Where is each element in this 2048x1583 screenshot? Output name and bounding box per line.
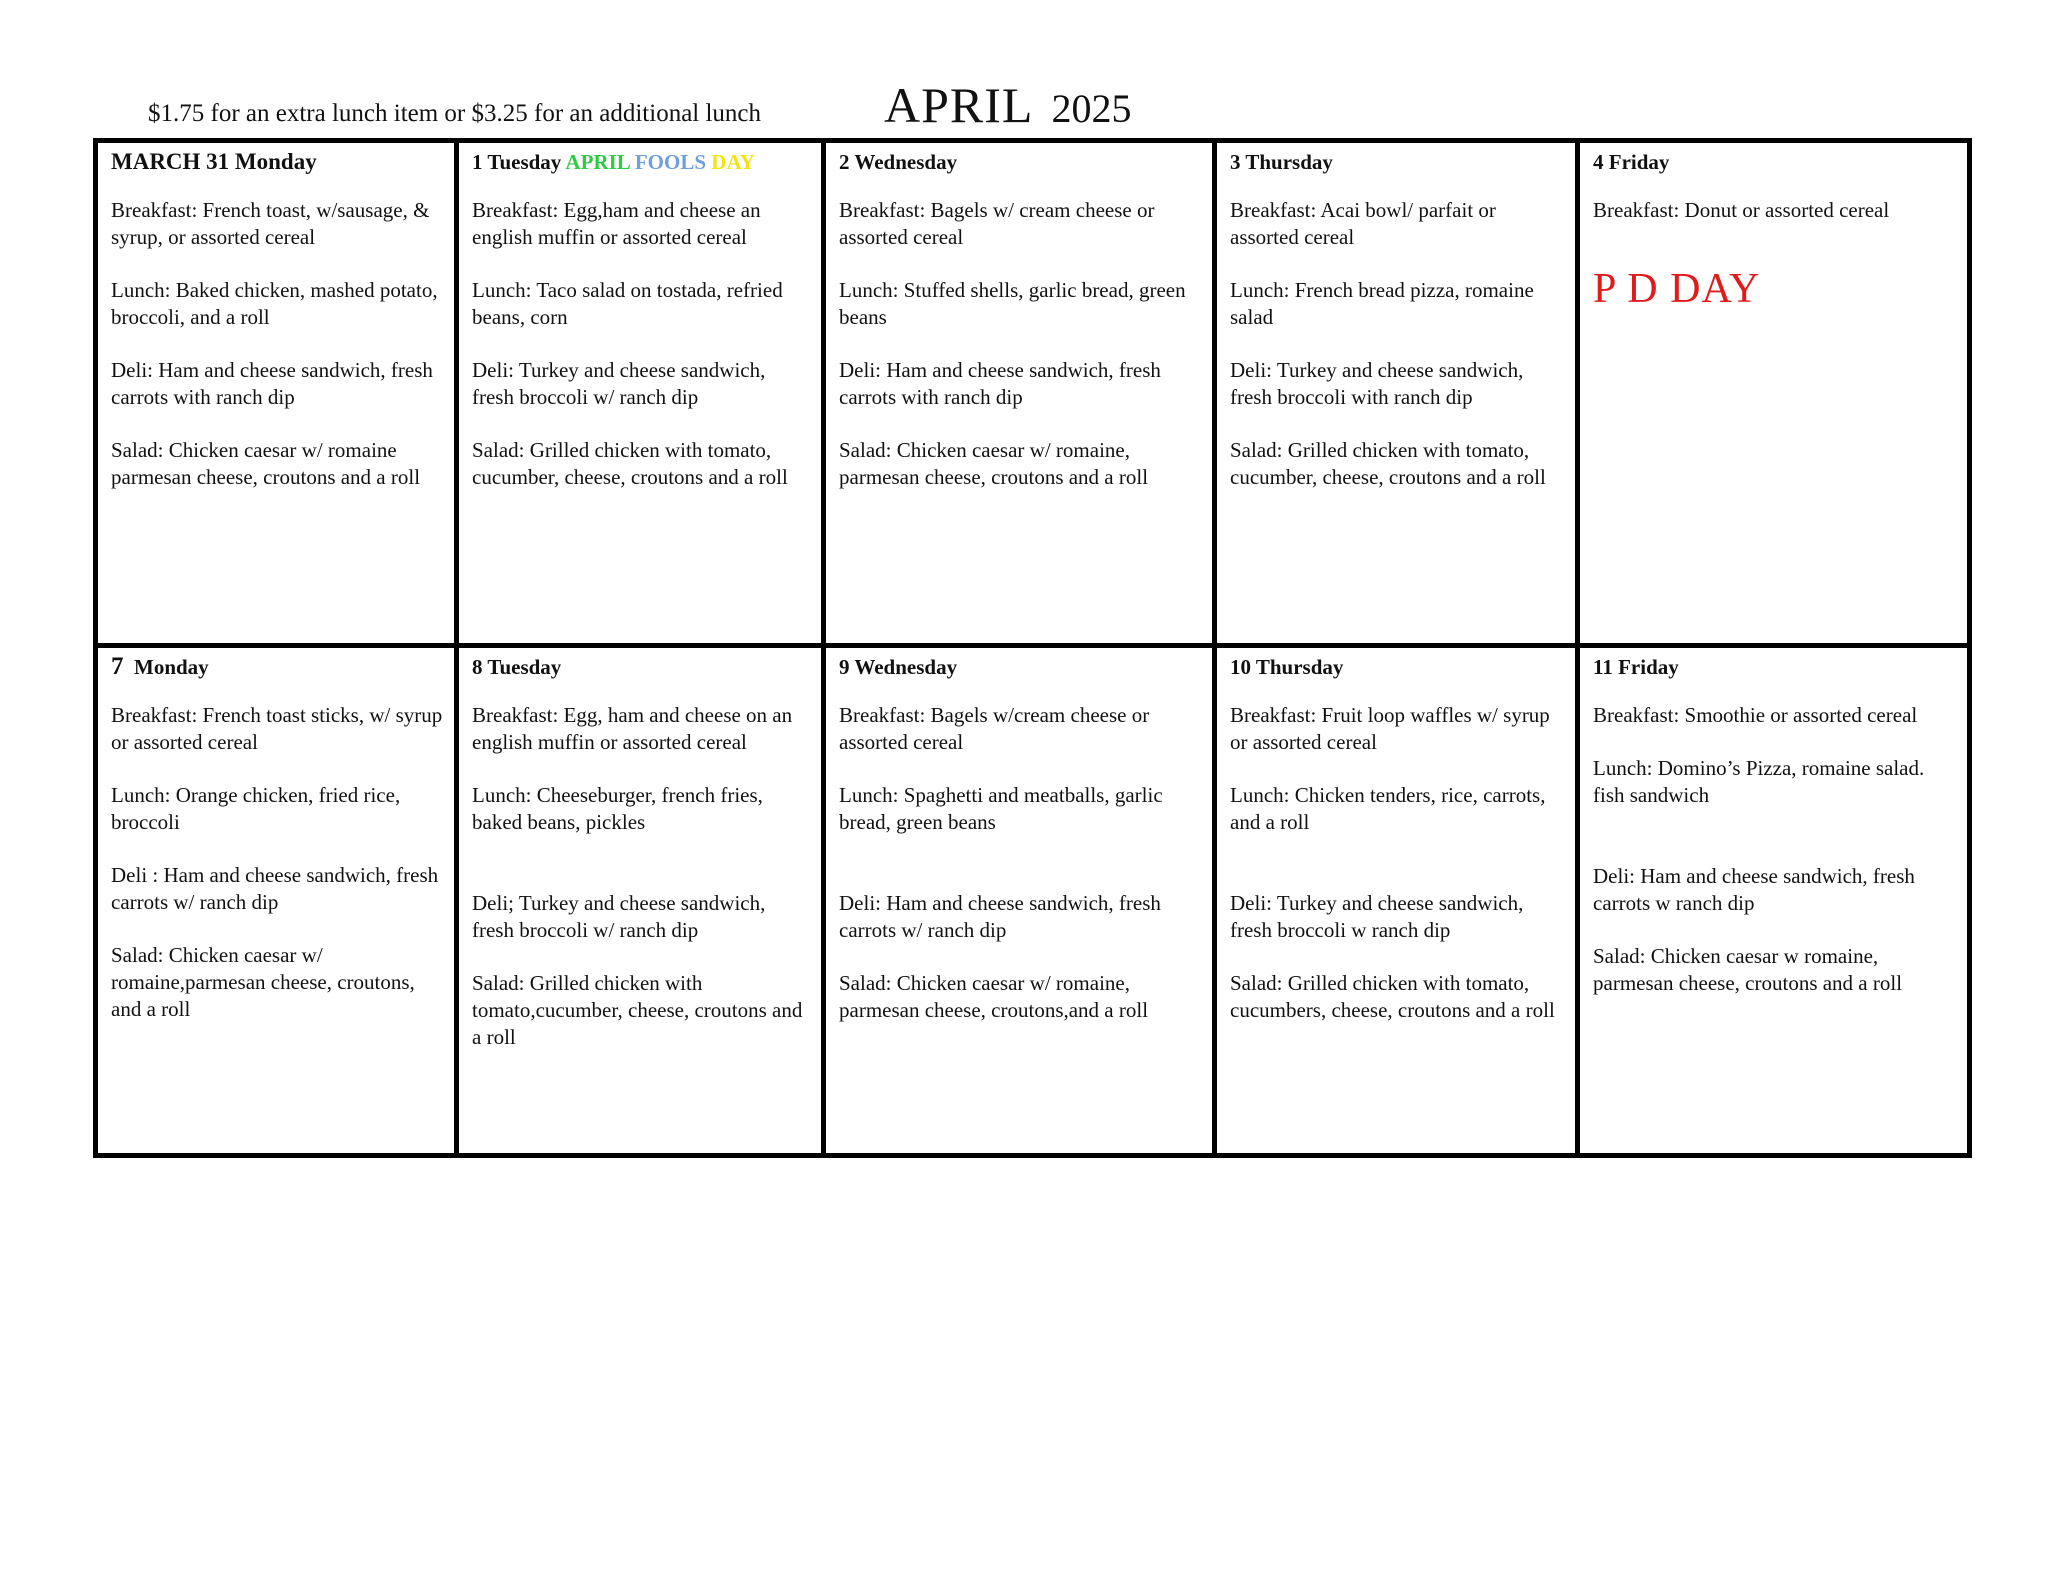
deli-item: Deli; Turkey and cheese sandwich, fresh broccoli w/ ranch dip [472, 891, 766, 942]
salad-item: Salad: Grilled chicken with tomato, cucumber, cheese, croutons and a roll [1230, 438, 1546, 489]
breakfast-item: Breakfast: French toast, w/sausage, & syrup, or assorted cereal [111, 198, 430, 249]
breakfast-item: Breakfast: Egg,ham and cheese an english muffin or assorted cereal [472, 198, 761, 249]
day-header-row [472, 147, 811, 177]
lunch-item: Lunch: Stuffed shells, garlic bread, green beans [839, 278, 1186, 329]
price-note: $1.75 for an extra lunch item or $3.25 for an additional lunch [148, 100, 762, 127]
deli-item: Deli: Ham and cheese sandwich, fresh carrots with ranch dip [839, 358, 1161, 409]
deli-item: Deli: Ham and cheese sandwich, fresh carrots w ranch dip [1593, 864, 1915, 915]
lunch-item: Lunch: French bread pizza, romaine salad [1230, 278, 1534, 329]
day-header: 4 Friday [1593, 150, 1670, 174]
day-cell-april-7 [98, 648, 459, 1153]
day-cell-april-2 [826, 143, 1217, 648]
breakfast-item: Breakfast: Acai bowl/ parfait or assorted cereal [1230, 198, 1496, 249]
day-cell-april-9 [826, 648, 1217, 1153]
breakfast-item: Breakfast: Egg, ham and cheese on an english muffin or assorted cereal [472, 703, 793, 754]
month-title [884, 77, 1132, 133]
deli-item: Deli : Ham and cheese sandwich, fresh carrots w/ ranch dip [111, 863, 439, 914]
deli-item: Deli: Ham and cheese sandwich, fresh carrots with ranch dip [111, 358, 433, 409]
salad-item: Salad: Chicken caesar w/ romaine parmesan cheese, croutons and a roll [111, 438, 421, 489]
day-cell-april-1 [459, 143, 826, 648]
day-header: MARCH 31 Monday [111, 149, 317, 174]
holiday-word-april: APRIL [565, 150, 630, 174]
month-name: APRIL [884, 77, 1034, 133]
breakfast-item: Breakfast: Fruit loop waffles w/ syrup or assorted cereal [1230, 703, 1550, 754]
breakfast-item: Breakfast: Donut or assorted cereal [1593, 198, 1890, 222]
salad-item: Salad: Grilled chicken with tomato, cucumbers, cheese, croutons and a roll [1230, 971, 1555, 1022]
holiday-word-day: DAY [711, 150, 755, 174]
day-header-row [111, 652, 444, 682]
pd-day-note: P D DAY [1593, 266, 1761, 312]
deli-item: Deli: Turkey and cheese sandwich, fresh broccoli w ranch dip [1230, 891, 1524, 942]
lunch-item: Lunch: Chicken tenders, rice, carrots, and a roll [1230, 783, 1546, 834]
day-header: 8 Tuesday [472, 655, 562, 679]
salad-item: Salad: Grilled chicken with tomato,cucumber, cheese, croutons and a roll [472, 971, 803, 1049]
holiday-word-fools: FOOLS [634, 150, 707, 174]
day-cell-april-8 [459, 648, 826, 1153]
deli-item: Deli: Ham and cheese sandwich, fresh carrots w/ ranch dip [839, 891, 1161, 942]
lunch-item: Lunch: Baked chicken, mashed potato, broccoli, and a roll [111, 278, 438, 329]
breakfast-item: Breakfast: French toast sticks, w/ syrup or assorted cereal [111, 703, 443, 754]
day-weekday: Monday [134, 655, 209, 679]
salad-item: Salad: Chicken caesar w/ romaine, parmesan cheese, croutons and a roll [839, 438, 1149, 489]
day-cell-april-4 [1580, 143, 1967, 648]
lunch-item: Lunch: Domino’s Pizza, romaine salad. fish sandwich [1593, 756, 1925, 807]
calendar-grid [93, 138, 1972, 1158]
day-header: 9 Wednesday [839, 655, 958, 679]
day-cell-april-11 [1580, 648, 1967, 1153]
day-cell-april-3 [1217, 143, 1580, 648]
deli-item: Deli: Turkey and cheese sandwich, fresh broccoli with ranch dip [1230, 358, 1524, 409]
lunch-item: Lunch: Spaghetti and meatballs, garlic bread, green beans [839, 783, 1163, 834]
day-header: 11 Friday [1593, 655, 1679, 679]
day-number: 7 [111, 653, 124, 680]
day-header: 10 Thursday [1230, 655, 1344, 679]
salad-item: Salad: Chicken caesar w romaine, parmesan cheese, croutons and a roll [1593, 944, 1903, 995]
lunch-item: Lunch: Cheeseburger, french fries, baked beans, pickles [472, 783, 763, 834]
breakfast-item: Breakfast: Bagels w/ cream cheese or assorted cereal [839, 198, 1155, 249]
lunch-item: Lunch: Taco salad on tostada, refried beans, corn [472, 278, 783, 329]
salad-item: Salad: Chicken caesar w/ romaine,parmesan cheese, croutons, and a roll [111, 943, 415, 1021]
month-year: 2025 [1051, 86, 1132, 131]
deli-item: Deli: Turkey and cheese sandwich, fresh broccoli w/ ranch dip [472, 358, 766, 409]
breakfast-item: Breakfast: Bagels w/cream cheese or assorted cereal [839, 703, 1150, 754]
lunch-item: Lunch: Orange chicken, fried rice, broccoli [111, 783, 401, 834]
day-header: 2 Wednesday [839, 150, 958, 174]
day-cell-april-10 [1217, 648, 1580, 1153]
salad-item: Salad: Grilled chicken with tomato, cucumber, cheese, croutons and a roll [472, 438, 788, 489]
day-header: 3 Thursday [1230, 150, 1333, 174]
salad-item: Salad: Chicken caesar w/ romaine, parmesan cheese, croutons,and a roll [839, 971, 1149, 1022]
day-header: 1 Tuesday [472, 150, 562, 174]
breakfast-item: Breakfast: Smoothie or assorted cereal [1593, 703, 1918, 727]
day-cell-march-31 [98, 143, 459, 648]
